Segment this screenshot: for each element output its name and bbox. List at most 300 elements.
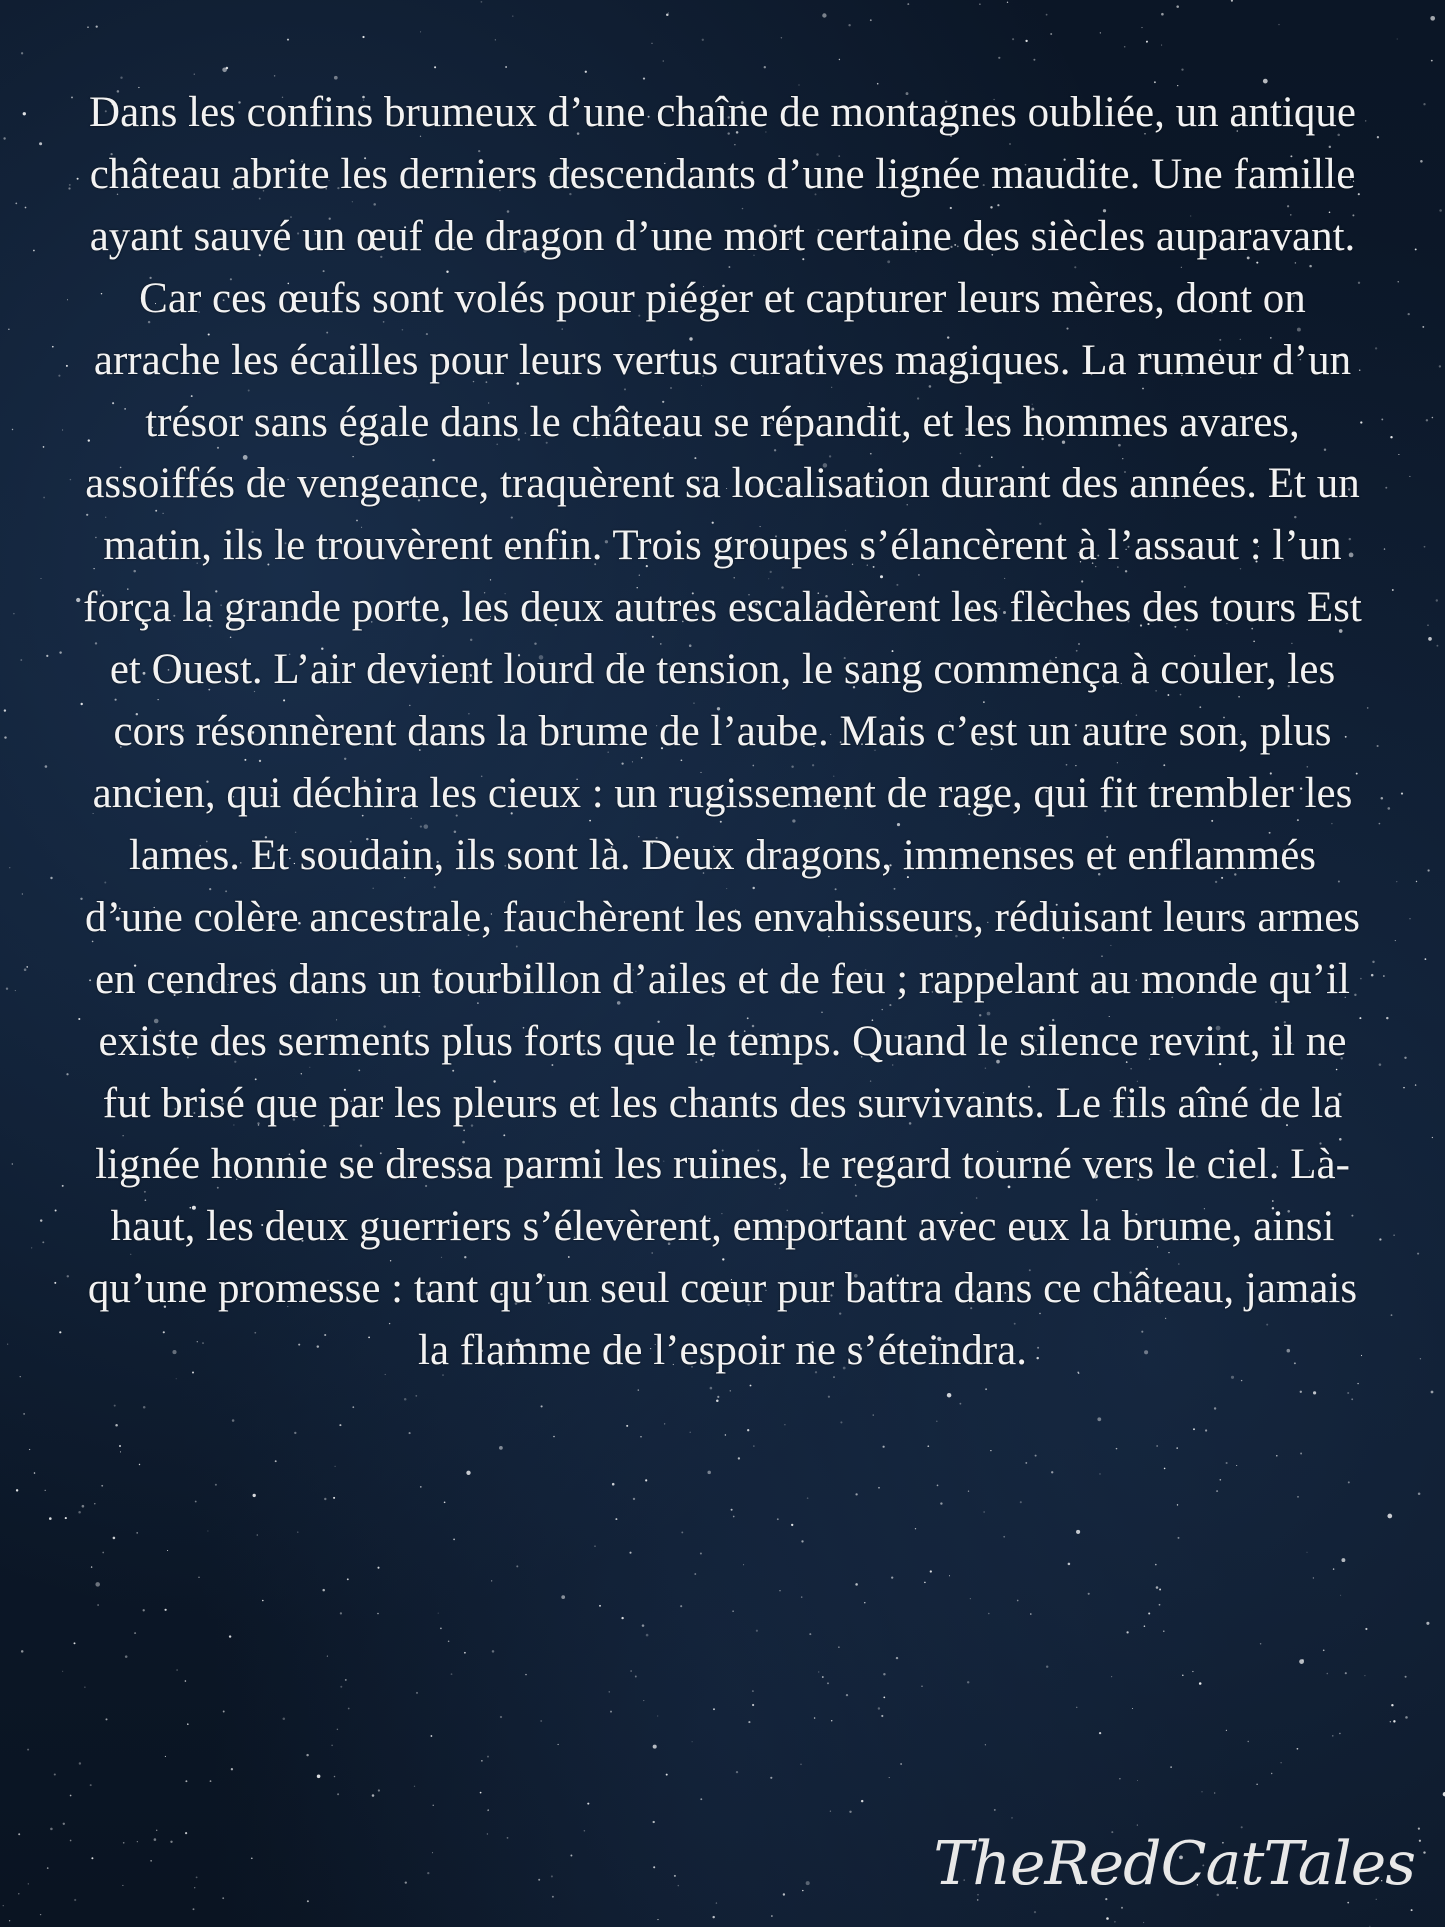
- star: [337, 1793, 339, 1795]
- star: [1271, 1773, 1272, 1774]
- star: [883, 1673, 885, 1675]
- star: [1381, 418, 1383, 420]
- star: [466, 1471, 470, 1475]
- star: [800, 1764, 802, 1766]
- star: [1367, 707, 1369, 709]
- star: [82, 1505, 85, 1508]
- star: [164, 1609, 166, 1611]
- star: [28, 1883, 29, 1884]
- star: [1231, 0, 1233, 2]
- star: [770, 1777, 772, 1779]
- star: [653, 1745, 657, 1749]
- star: [967, 1681, 969, 1683]
- star: [802, 1890, 803, 1891]
- star: [120, 1451, 121, 1452]
- star: [334, 76, 338, 80]
- star: [1323, 1649, 1325, 1651]
- star: [409, 1432, 411, 1434]
- star: [231, 1768, 233, 1770]
- star: [167, 1550, 168, 1551]
- star: [861, 1800, 863, 1802]
- star: [1100, 32, 1101, 33]
- star: [45, 765, 48, 768]
- star: [839, 59, 840, 60]
- star: [1393, 1720, 1395, 1722]
- star: [1017, 1600, 1019, 1602]
- star: [1088, 1593, 1090, 1595]
- star: [731, 1509, 733, 1511]
- star: [1341, 1558, 1345, 1562]
- star: [125, 1655, 128, 1658]
- star: [1126, 1631, 1128, 1633]
- star: [79, 1762, 81, 1764]
- star: [666, 14, 669, 16]
- star: [1099, 1732, 1101, 1734]
- star: [297, 1531, 298, 1532]
- star: [936, 1421, 938, 1423]
- star: [1364, 1675, 1365, 1676]
- star: [930, 1570, 932, 1572]
- star: [653, 1821, 655, 1823]
- star: [640, 1436, 641, 1437]
- star: [4, 709, 6, 711]
- star: [840, 1421, 842, 1423]
- star: [1425, 958, 1427, 960]
- star: [1205, 1429, 1207, 1431]
- star: [1428, 637, 1432, 641]
- star: [1393, 1234, 1395, 1236]
- star: [653, 1866, 655, 1868]
- star: [1408, 313, 1410, 315]
- star: [828, 1396, 830, 1398]
- star: [791, 1524, 793, 1526]
- star: [878, 1707, 880, 1709]
- star: [831, 1720, 832, 1721]
- star: [1422, 326, 1424, 328]
- star: [55, 1210, 57, 1212]
- star: [345, 1679, 347, 1681]
- star: [1347, 1392, 1349, 1394]
- star: [1114, 1921, 1116, 1923]
- star: [1278, 24, 1279, 25]
- star: [681, 1531, 683, 1533]
- star: [1163, 1631, 1164, 1632]
- star: [1201, 1791, 1202, 1792]
- star: [1313, 1391, 1316, 1394]
- star: [747, 1429, 749, 1431]
- star: [68, 187, 70, 189]
- star: [434, 66, 436, 68]
- star: [154, 1838, 157, 1841]
- star: [752, 1690, 754, 1692]
- star: [33, 250, 35, 252]
- star: [1297, 1748, 1299, 1750]
- star: [700, 1552, 702, 1554]
- star: [1365, 1628, 1367, 1630]
- star: [1300, 1391, 1302, 1393]
- signature-logo: TheRedCatTales: [933, 1829, 1415, 1899]
- star: [96, 25, 98, 27]
- star: [70, 1795, 72, 1797]
- star: [1306, 1552, 1307, 1553]
- star: [994, 1809, 996, 1811]
- star: [294, 1432, 296, 1434]
- star: [262, 1600, 264, 1602]
- star: [31, 1247, 32, 1248]
- star: [487, 1756, 489, 1758]
- star: [551, 1875, 553, 1877]
- star: [822, 1676, 824, 1678]
- star: [94, 1503, 95, 1504]
- star: [1051, 1471, 1053, 1473]
- star: [377, 1613, 379, 1615]
- star: [756, 1630, 758, 1632]
- star: [207, 1530, 208, 1531]
- star: [907, 3, 909, 5]
- star: [998, 57, 1000, 59]
- star: [713, 1708, 715, 1710]
- star: [27, 1749, 29, 1751]
- star: [1332, 1735, 1333, 1736]
- star: [1216, 1490, 1218, 1492]
- star: [1398, 281, 1399, 282]
- star: [22, 893, 23, 894]
- star: [1388, 807, 1391, 810]
- star: [18, 1833, 20, 1835]
- star: [15, 990, 16, 991]
- star: [156, 1830, 157, 1831]
- star: [615, 1518, 617, 1520]
- star: [1214, 1407, 1216, 1409]
- star: [707, 1471, 711, 1475]
- star: [633, 1498, 635, 1500]
- star: [1405, 1676, 1407, 1678]
- star: [1409, 918, 1410, 919]
- star: [62, 1185, 64, 1187]
- star: [1313, 1577, 1314, 1578]
- star: [781, 37, 782, 38]
- star: [806, 1881, 810, 1885]
- star: [587, 1803, 589, 1805]
- star: [732, 1610, 734, 1612]
- star: [84, 1687, 85, 1688]
- star: [222, 1897, 224, 1899]
- star: [1423, 103, 1425, 105]
- star: [1099, 1473, 1100, 1474]
- star: [1390, 1721, 1391, 1722]
- star: [69, 184, 71, 186]
- star: [52, 346, 54, 348]
- star: [643, 1700, 644, 1701]
- star: [638, 1389, 639, 1390]
- star: [1076, 1530, 1080, 1534]
- star: [1276, 1455, 1278, 1457]
- star: [1034, 1911, 1036, 1913]
- star: [194, 74, 195, 75]
- star: [855, 1493, 857, 1495]
- star: [378, 1789, 380, 1791]
- star: [1220, 1479, 1222, 1481]
- star: [846, 1694, 848, 1696]
- star: [58, 375, 60, 377]
- star: [553, 1436, 555, 1438]
- star: [1404, 1057, 1406, 1059]
- star: [807, 1497, 809, 1499]
- star: [1420, 1358, 1421, 1359]
- star: [1371, 974, 1374, 977]
- star: [1177, 1504, 1178, 1505]
- star: [873, 1415, 874, 1416]
- star: [74, 1899, 76, 1901]
- star: [1236, 1465, 1237, 1466]
- star: [464, 1652, 466, 1654]
- star: [113, 1537, 116, 1540]
- star: [900, 1763, 902, 1765]
- star: [947, 1393, 952, 1398]
- star: [771, 1915, 773, 1917]
- star: [23, 1413, 25, 1415]
- star: [1327, 1673, 1329, 1675]
- star: [585, 71, 587, 73]
- star: [415, 1395, 417, 1397]
- star: [50, 877, 52, 879]
- star: [680, 1605, 682, 1607]
- star: [1164, 1468, 1166, 1470]
- star: [1418, 1493, 1421, 1496]
- star: [1141, 27, 1142, 28]
- star: [40, 578, 41, 579]
- star: [253, 1494, 256, 1497]
- star: [561, 1595, 565, 1599]
- star: [988, 1613, 990, 1615]
- star: [716, 1902, 717, 1903]
- star: [983, 1511, 984, 1512]
- star: [101, 1485, 103, 1487]
- star: [1427, 869, 1429, 871]
- star: [333, 1497, 335, 1499]
- star: [1161, 45, 1162, 46]
- star: [95, 1582, 100, 1587]
- star: [1132, 1708, 1133, 1709]
- star: [195, 1501, 197, 1503]
- star: [881, 1715, 883, 1717]
- star: [505, 66, 507, 68]
- star: [416, 1692, 418, 1694]
- star: [1178, 1537, 1180, 1539]
- star: [229, 1635, 231, 1637]
- star: [1025, 40, 1027, 42]
- star: [21, 52, 23, 54]
- star: [1345, 1672, 1347, 1674]
- star: [1386, 1017, 1388, 1019]
- star: [487, 1833, 488, 1834]
- star: [29, 1449, 30, 1450]
- star: [970, 1598, 971, 1599]
- star: [39, 142, 42, 145]
- star: [115, 1424, 118, 1427]
- star: [692, 1741, 693, 1742]
- star: [849, 1811, 851, 1813]
- star: [440, 1627, 442, 1629]
- star: [1424, 546, 1426, 548]
- star: [1351, 1398, 1353, 1400]
- star: [337, 1729, 338, 1730]
- star: [1280, 1762, 1281, 1763]
- star: [1199, 1682, 1202, 1685]
- star: [66, 365, 68, 367]
- star: [420, 31, 421, 32]
- star: [1430, 16, 1435, 21]
- star: [1007, 2, 1008, 3]
- star: [123, 1842, 125, 1844]
- star: [889, 1777, 890, 1778]
- star: [764, 66, 766, 68]
- star: [1159, 1604, 1161, 1606]
- star: [251, 1857, 253, 1859]
- star: [949, 1575, 950, 1576]
- star: [194, 1887, 195, 1888]
- star: [1012, 38, 1014, 40]
- star: [327, 1656, 328, 1657]
- star: [66, 1073, 68, 1075]
- star: [891, 1576, 893, 1578]
- star: [1182, 1675, 1184, 1677]
- star: [40, 1914, 41, 1915]
- star: [45, 1490, 46, 1491]
- star: [1226, 1462, 1228, 1464]
- star: [538, 1879, 540, 1881]
- star: [1377, 136, 1379, 138]
- star: [1116, 1448, 1118, 1450]
- star: [306, 1754, 308, 1756]
- star: [1348, 1481, 1350, 1483]
- star: [500, 1716, 502, 1718]
- star: [1155, 1564, 1157, 1566]
- star: [340, 1612, 342, 1614]
- star: [558, 1744, 559, 1745]
- star: [491, 1580, 492, 1581]
- star: [1068, 1563, 1071, 1566]
- star: [176, 1669, 178, 1671]
- star: [784, 1424, 785, 1425]
- star: [91, 1857, 93, 1859]
- star: [331, 1745, 332, 1746]
- star: [1436, 645, 1438, 647]
- star: [1148, 1612, 1150, 1614]
- star: [1375, 347, 1377, 349]
- star: [694, 1573, 696, 1575]
- star: [1347, 1902, 1349, 1904]
- star: [594, 1545, 596, 1547]
- star: [119, 1445, 121, 1447]
- star: [710, 1387, 713, 1390]
- star: [1033, 59, 1035, 61]
- star: [855, 1583, 858, 1586]
- star: [362, 36, 364, 38]
- star: [1379, 1063, 1382, 1066]
- star: [420, 1486, 422, 1488]
- star: [102, 1552, 104, 1554]
- star: [70, 479, 71, 480]
- star: [1340, 1595, 1341, 1596]
- star: [883, 1446, 885, 1448]
- star: [25, 207, 27, 209]
- star: [1181, 68, 1183, 70]
- star: [635, 1676, 637, 1678]
- star: [499, 1446, 503, 1450]
- star: [748, 1721, 750, 1723]
- star: [779, 1590, 780, 1591]
- star: [134, 1632, 136, 1634]
- star: [105, 1718, 107, 1720]
- star: [340, 1686, 342, 1688]
- star: [16, 1489, 18, 1491]
- star: [512, 15, 513, 16]
- star: [23, 112, 26, 115]
- star: [122, 1885, 123, 1886]
- star: [97, 1604, 99, 1606]
- star: [50, 1828, 53, 1831]
- star: [1432, 1137, 1433, 1138]
- star: [63, 1823, 65, 1825]
- star: [438, 1613, 439, 1614]
- star: [674, 1875, 676, 1877]
- star: [924, 1582, 926, 1584]
- star: [43, 497, 45, 499]
- star: [736, 1771, 738, 1773]
- star: [1365, 120, 1366, 121]
- star: [492, 1650, 495, 1653]
- star: [1193, 1428, 1195, 1430]
- star: [67, 1275, 69, 1277]
- star: [404, 1398, 407, 1401]
- star: [185, 1680, 187, 1682]
- star: [3, 1905, 4, 1906]
- star: [985, 1388, 987, 1390]
- star: [24, 968, 27, 971]
- star: [12, 429, 13, 430]
- star: [1170, 1766, 1172, 1768]
- star: [91, 1566, 92, 1567]
- star: [495, 39, 496, 40]
- star: [915, 1528, 916, 1529]
- star: [1439, 209, 1442, 212]
- star: [1124, 46, 1126, 48]
- star: [431, 1735, 433, 1737]
- star: [743, 1564, 744, 1565]
- star: [1146, 41, 1147, 42]
- star: [1046, 14, 1048, 16]
- star: [372, 1794, 375, 1797]
- star: [187, 1723, 189, 1725]
- star: [451, 1673, 453, 1675]
- star: [317, 1775, 321, 1779]
- star: [405, 1881, 407, 1883]
- star: [9, 867, 10, 868]
- star: [570, 1855, 572, 1857]
- star: [516, 1565, 518, 1567]
- star: [210, 1780, 212, 1782]
- star: [1157, 1445, 1158, 1446]
- star: [136, 1532, 138, 1534]
- star: [1302, 1659, 1304, 1661]
- star: [59, 651, 61, 653]
- star: [750, 1385, 752, 1387]
- star: [1426, 419, 1428, 421]
- star: [1156, 1586, 1159, 1589]
- star: [334, 1466, 335, 1467]
- star: [1390, 436, 1392, 438]
